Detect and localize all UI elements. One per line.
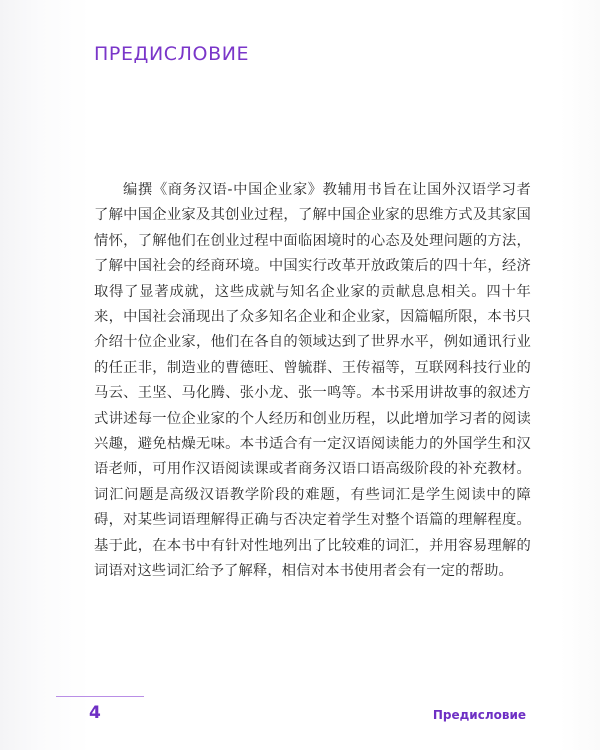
running-footer-title: Предисловие	[432, 708, 526, 722]
page-title: ПРЕДИСЛОВИЕ	[94, 43, 250, 65]
preface-paragraph: 编撰《商务汉语-中国企业家》教辅用书旨在让国外汉语学习者了解中国企业家及其创业过程，了解中国企业家的思维方式及其家国情怀，了解他们在创业过程中面临困境时的心态及处理问题的方法，了解中国社会的经商环境。中国实行改革开放政策后的四十年，经济取得了显著成就，这些成就与知名企业家的贡献息息相关。四十年来，中国社会涌现出了众多知名企业和企业家，因篇幅所限，本书只介绍十位企业家，他们在各自的领域达到了世界水平，例如通讯行业的任正非，制造业的曹德旺、曾毓群、王传福等，互联网科技行业的马云、王坚、马化腾、张小龙、张一鸣等。本书采用讲故事的叙述方式讲述每一位企业家的个人经历和创业历程，以此增加学习者的阅读兴趣，避免枯燥无味。本书适合有一定汉语阅读能力的外国学生和汉语老师，可用作汉语阅读课或者商务汉语口语高级阶段的补充教材。词汇问题是高级汉语教学阶段的难题，有些词汇是学生阅读中的障碍，对某些词语理解得正确与否决定着学生对整个语篇的理解程度。基于此，在本书中有针对性地列出了比较难的词汇，并用容易理解的词语对这些词汇给予了解释，相信对本书使用者会有一定的帮助。	[94, 182, 531, 580]
footer-divider	[56, 696, 144, 697]
page-number: 4	[89, 703, 101, 723]
